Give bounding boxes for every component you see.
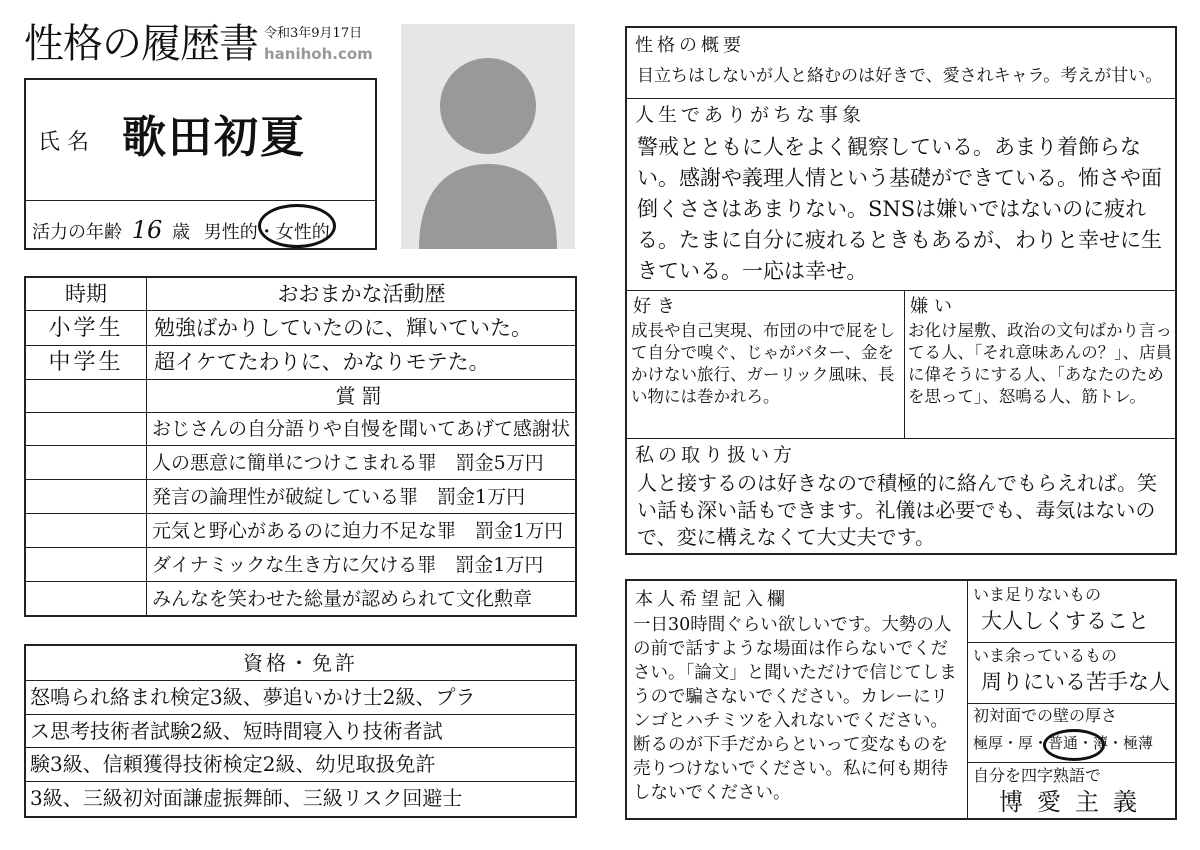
name-value: 歌田初夏 [122,112,306,163]
wall-circle-mark [1043,729,1105,761]
award-item: おじさんの自分語りや自慢を聞いてあげて感謝状 [152,418,571,440]
award-item: ダイナミックな生き方に欠ける罪 罰金1万円 [152,554,544,576]
license-title: 資格・免許 [243,651,358,675]
likes-text: 成長や自己実現、布団の中で屁をして自分で嗅ぐ、じゃがバター、金をかけない旅行、ガーリック風味、長い物には巻かれろ。 [631,321,895,406]
overview-text: 目立ちはしないが人と絡むのは好きで、愛されキャラ。考えが甘い。 [637,66,1163,86]
wishes-label: 本人希望記入欄 [635,589,789,610]
awards-header: 賞罰 [335,384,388,408]
wall-option-thin: 薄・極薄 [1093,734,1154,752]
license-line: 験3級、信頼獲得技術検定2級、幼児取扱免許 [30,752,436,776]
surplus-label: いま余っているもの [973,646,1118,665]
surplus-value: 周りにいる苦手な人 [981,670,1170,694]
age-label: 活力の年齢 [32,222,122,243]
idiom-value: 博愛主義 [999,788,1151,816]
wall-option-normal: ・普通・ [1033,734,1094,752]
wall-option-thick: 極厚・厚 [973,734,1034,752]
history-cell: 勉強ばかりしていたのに、輝いていた。 [154,316,532,340]
award-item: 元気と野心があるのに迫力不足な罪 罰金1万円 [152,520,564,542]
photo [401,24,575,249]
likes-label: 好き [633,296,681,317]
age-unit: 歳 [172,222,191,243]
gender-circle-mark [258,204,336,248]
gender-mid: ・女 [257,222,294,243]
col-period-header: 時期 [65,282,107,306]
dislikes-text: お化け屋敷、政治の文句ばかり言ってる人、「それ意味あんの？」、店員に偉そうにする人、「あなたのためを思って」、怒鳴る人、筋トレ。 [908,321,1172,406]
date: 令和3年9月17日 [264,26,363,41]
personality-panel [625,26,1177,555]
life-text: 警戒とともに人をよく観察している。あまり着飾らない。感謝や義理人情という基礎ができている。怖さや面倒くささはあまりない。SNSは嫌いではないのに疲れる。たまに自分に疲れるときもあるが、わりと幸せに生きている。一応は幸せ。 [637,135,1162,283]
history-cell: 超イケてたわりに、かなりモテた。 [154,350,490,374]
wishes-panel [625,579,1177,820]
lacking-value: 大人しくすること [981,609,1149,633]
dislikes-label: 嫌い [910,296,958,317]
activity-table [24,276,577,617]
license-line: 3級、三級初対面謙虚振舞師、三級リスク回避士 [30,786,463,810]
license-line: 怒鳴られ絡まれ検定3級、夢追いかけ士2級、プラ [30,685,476,709]
page-title: 性格の履歴書 [24,21,258,67]
avatar-silhouette-icon [401,24,575,249]
gender-c1: 的 [239,222,258,243]
license-box [24,644,577,818]
award-item: 人の悪意に簡単につけこまれる罪 罰金5万円 [152,452,544,474]
wall-label: 初対面での壁の厚さ [973,706,1118,725]
idiom-label: 自分を四字熟語で [973,766,1102,785]
gender-c2: 性 [293,222,312,243]
site-url: hanihoh.com [264,45,373,63]
period-cell: 中学生 [48,350,124,375]
lacking-label: いま足りないもの [973,585,1102,604]
gender-post: 的 [311,222,330,243]
award-item: みんなを笑わせた総量が認められて文化勲章 [152,588,533,610]
handling-label: 私の取り扱い方 [635,444,797,466]
age-value: 16 [131,216,163,244]
wishes-text: 一日30時間ぐらい欲しいです。大勢の人の前で話すような場面は作らないでください。「論文」と聞いただけで信じてしまうので騙さないでください。カレーにリンゴとハチミツを入れないでください。断るのが下手だからといって変なものを売りつけないでください。私に何も期待しないでください。 [633,615,957,803]
name-label: 氏 名 [38,130,89,155]
life-label: 人生でありがちな事象 [635,104,866,126]
col-history-header: おおまかな活動歴 [277,282,446,306]
license-line: ス思考技術者試験2級、短時間寝入り技術者試 [30,719,443,743]
overview-label: 性格の概要 [635,35,745,56]
gender-pre: 男性 [203,222,240,243]
award-item: 発言の論理性が破綻している罪 罰金1万円 [152,486,526,508]
period-cell: 小学生 [48,316,124,341]
handling-text: 人と接するのは好きなので積極的に絡んでもらえれば。笑い話も深い話もできます。礼儀は必要でも、毒気はないので、変に構えなくて大丈夫です。 [637,471,1157,549]
